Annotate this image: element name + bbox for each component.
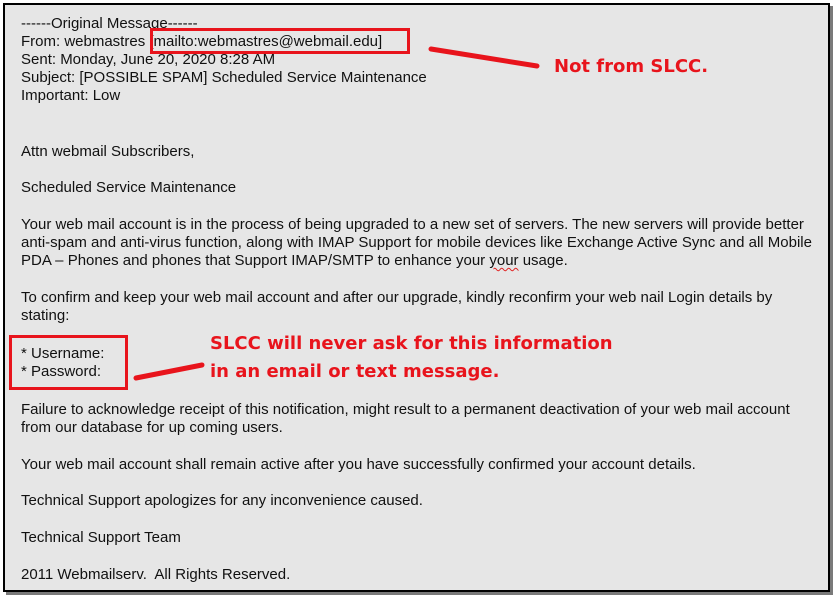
upgrade-paragraph-text: Your web mail account is in the process of being upgraded to a new set of servers. The new servers will provide better anti-spam and anti-virus function, along with IMAP Support for mobile devices like Exchange Active Sync and all Mobile PDA – Phones and phones that Support IMAP/SMTP to enhance your <box>21 216 812 269</box>
subject-line: Subject: [POSSIBLE SPAM] Scheduled Service Maintenance <box>21 69 427 86</box>
not-from-slcc-note: Not from SLCC. <box>554 56 709 77</box>
username-request: * Username: <box>21 345 105 362</box>
from-label: From: webmastres <box>21 33 150 50</box>
sender-pointer-line <box>431 49 537 66</box>
importance-line: Important: Low <box>21 87 121 104</box>
upgrade-paragraph-end: usage. <box>518 252 568 269</box>
deactivation-warning: Failure to acknowledge receipt of this notification, might result to a permanent deactivation of your web mail account from our database for up coming users. <box>21 401 790 436</box>
password-request: * Password: <box>21 363 102 380</box>
remain-active-line: Your web mail account shall remain active after you have successfully confirmed your account details. <box>21 456 696 473</box>
greeting: Attn webmail Subscribers, <box>21 143 195 160</box>
slcc-never-ask-note-line2: in an email or text message. <box>210 361 500 382</box>
spellcheck-flagged-word: your <box>489 252 519 269</box>
sent-line: Sent: Monday, June 20, 2020 8:28 AM <box>21 51 276 68</box>
reconfirm-paragraph: To confirm and keep your web mail account and after our upgrade, kindly reconfirm your web nail Login details by stating: <box>21 289 773 324</box>
signature: Technical Support Team <box>21 529 181 546</box>
notice-heading: Scheduled Service Maintenance <box>21 179 237 196</box>
copyright-footer: 2011 Webmailserv. All Rights Reserved. <box>21 566 291 583</box>
from-mailto-address[interactable]: [mailto:webmastres@webmail.edu] <box>149 33 383 50</box>
apology-line: Technical Support apologizes for any inconvenience caused. <box>21 492 423 509</box>
slcc-never-ask-note-line1: SLCC will never ask for this information <box>210 333 613 354</box>
credentials-pointer-line <box>136 365 202 378</box>
original-message-header: ------Original Message------ <box>21 15 198 32</box>
